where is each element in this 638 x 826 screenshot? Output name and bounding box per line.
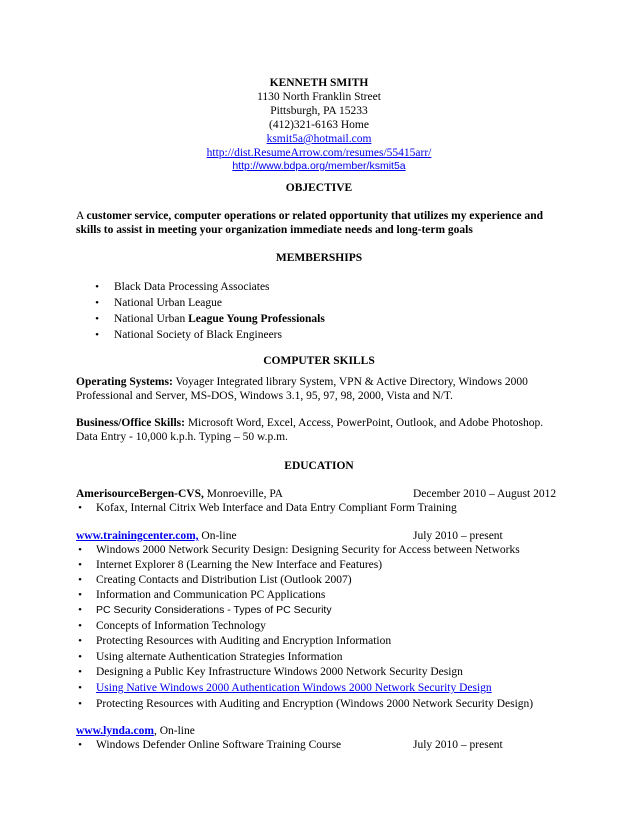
city-line: Pittsburgh, PA 15233	[270, 105, 368, 117]
education-entry-3-title: www.lynda.com, On-line	[76, 725, 195, 737]
education-entry-2-title: www.trainingcenter.com, On-line	[76, 530, 237, 542]
education-item: Designing a Public Key Infrastructure Windows 2000 Network Security Design	[96, 666, 463, 678]
objective-heading: OBJECTIVE	[285, 182, 353, 194]
membership-item: National Society of Black Engineers	[114, 329, 282, 341]
education-item: Protecting Resources with Auditing and Encryption Information	[96, 635, 392, 647]
email-link[interactable]: ksmit5a@hotmail.com	[266, 133, 372, 145]
office-line-2: Data Entry - 10,000 k.p.h. Typing – 50 w.p.m.	[76, 431, 288, 443]
education-item: Concepts of Information Technology	[96, 620, 266, 632]
education-item: Internet Explorer 8 (Learning the New Interface and Features)	[96, 559, 383, 571]
bullet-icon: •	[95, 313, 99, 325]
name-heading: KENNETH SMITH	[269, 77, 369, 89]
education-item: Protecting Resources with Auditing and Encryption (Windows 2000 Network Security Design)	[96, 698, 534, 710]
bullet-icon: •	[78, 698, 82, 710]
memberships-heading: MEMBERSHIPS	[275, 252, 363, 264]
email-line	[0, 132, 638, 146]
education-heading: EDUCATION	[284, 460, 354, 472]
education-item: Windows 2000 Network Security Design: Designing Security for Access between Networks	[96, 544, 520, 556]
membership-item: National Urban League	[114, 297, 222, 309]
bdpa-link[interactable]: http://www.bdpa.org/member/ksmit5a	[232, 160, 406, 172]
resumearrow-link[interactable]: http://dist.ResumeArrow.com/resumes/55415arr/	[206, 147, 432, 159]
membership-item: National Urban League Young Professionals	[114, 313, 325, 325]
bullet-icon: •	[78, 739, 82, 751]
bullet-icon: •	[78, 574, 82, 586]
education-item: Creating Contacts and Distribution List (Outlook 2007)	[96, 574, 352, 586]
education-item: Information and Communication PC Applications	[96, 589, 326, 601]
bullet-icon: •	[78, 559, 82, 571]
education-item: PC Security Considerations - Types of PC Security	[96, 604, 332, 616]
bullet-icon: •	[95, 297, 99, 309]
os-line-1: Operating Systems: Voyager Integrated library System, VPN & Active Directory, Windows 2000	[76, 376, 528, 388]
bullet-icon: •	[78, 682, 82, 694]
bullet-icon: •	[78, 604, 82, 616]
phone-line: (412)321-6163 Home	[269, 119, 369, 131]
office-line-1: Business/Office Skills: Microsoft Word, Excel, Access, PowerPoint, Outlook, and Adobe Photoshop.	[76, 417, 544, 429]
education-item: Kofax, Internal Citrix Web Interface and Data Entry Compliant Form Training	[96, 502, 457, 514]
education-entry-3-dates: July 2010 – present	[413, 739, 503, 751]
skills-heading: COMPUTER SKILLS	[263, 355, 375, 367]
membership-item: Black Data Processing Associates	[114, 281, 270, 293]
os-line-2: Professional and Server, MS-DOS, Windows 3.1, 95, 97, 98, 2000, Vista and N/T.	[76, 390, 453, 402]
bullet-icon: •	[78, 651, 82, 663]
education-item: Windows Defender Online Software Training Course	[96, 739, 342, 751]
address-line: 1130 North Franklin Street	[257, 91, 381, 103]
education-item-link[interactable]: Using Native Windows 2000 Authentication Windows 2000 Network Security Design	[96, 682, 492, 694]
trainingcenter-link[interactable]: www.trainingcenter.com,	[76, 530, 199, 542]
objective-line-2: skills to assist in meeting your organization immediate needs and long-term goals	[76, 224, 473, 236]
education-entry-1-title: AmerisourceBergen-CVS, Monroeville, PA	[76, 488, 283, 500]
bullet-icon: •	[78, 666, 82, 678]
objective-line-1: A customer service, computer operations or related opportunity that utilizes my experience and	[76, 210, 544, 222]
bullet-icon: •	[95, 329, 99, 341]
bullet-icon: •	[78, 635, 82, 647]
education-entry-2-dates: July 2010 – present	[413, 530, 503, 542]
education-item: Using alternate Authentication Strategies Information	[96, 651, 343, 663]
bullet-icon: •	[95, 281, 99, 293]
bullet-icon: •	[78, 620, 82, 632]
link2-line	[0, 159, 638, 173]
education-entry-1-dates: December 2010 – August 2012	[413, 488, 557, 500]
bullet-icon: •	[78, 589, 82, 601]
lynda-link[interactable]: www.lynda.com	[76, 725, 154, 737]
link1-line	[0, 146, 638, 160]
bullet-icon: •	[78, 502, 82, 514]
bullet-icon: •	[78, 544, 82, 556]
